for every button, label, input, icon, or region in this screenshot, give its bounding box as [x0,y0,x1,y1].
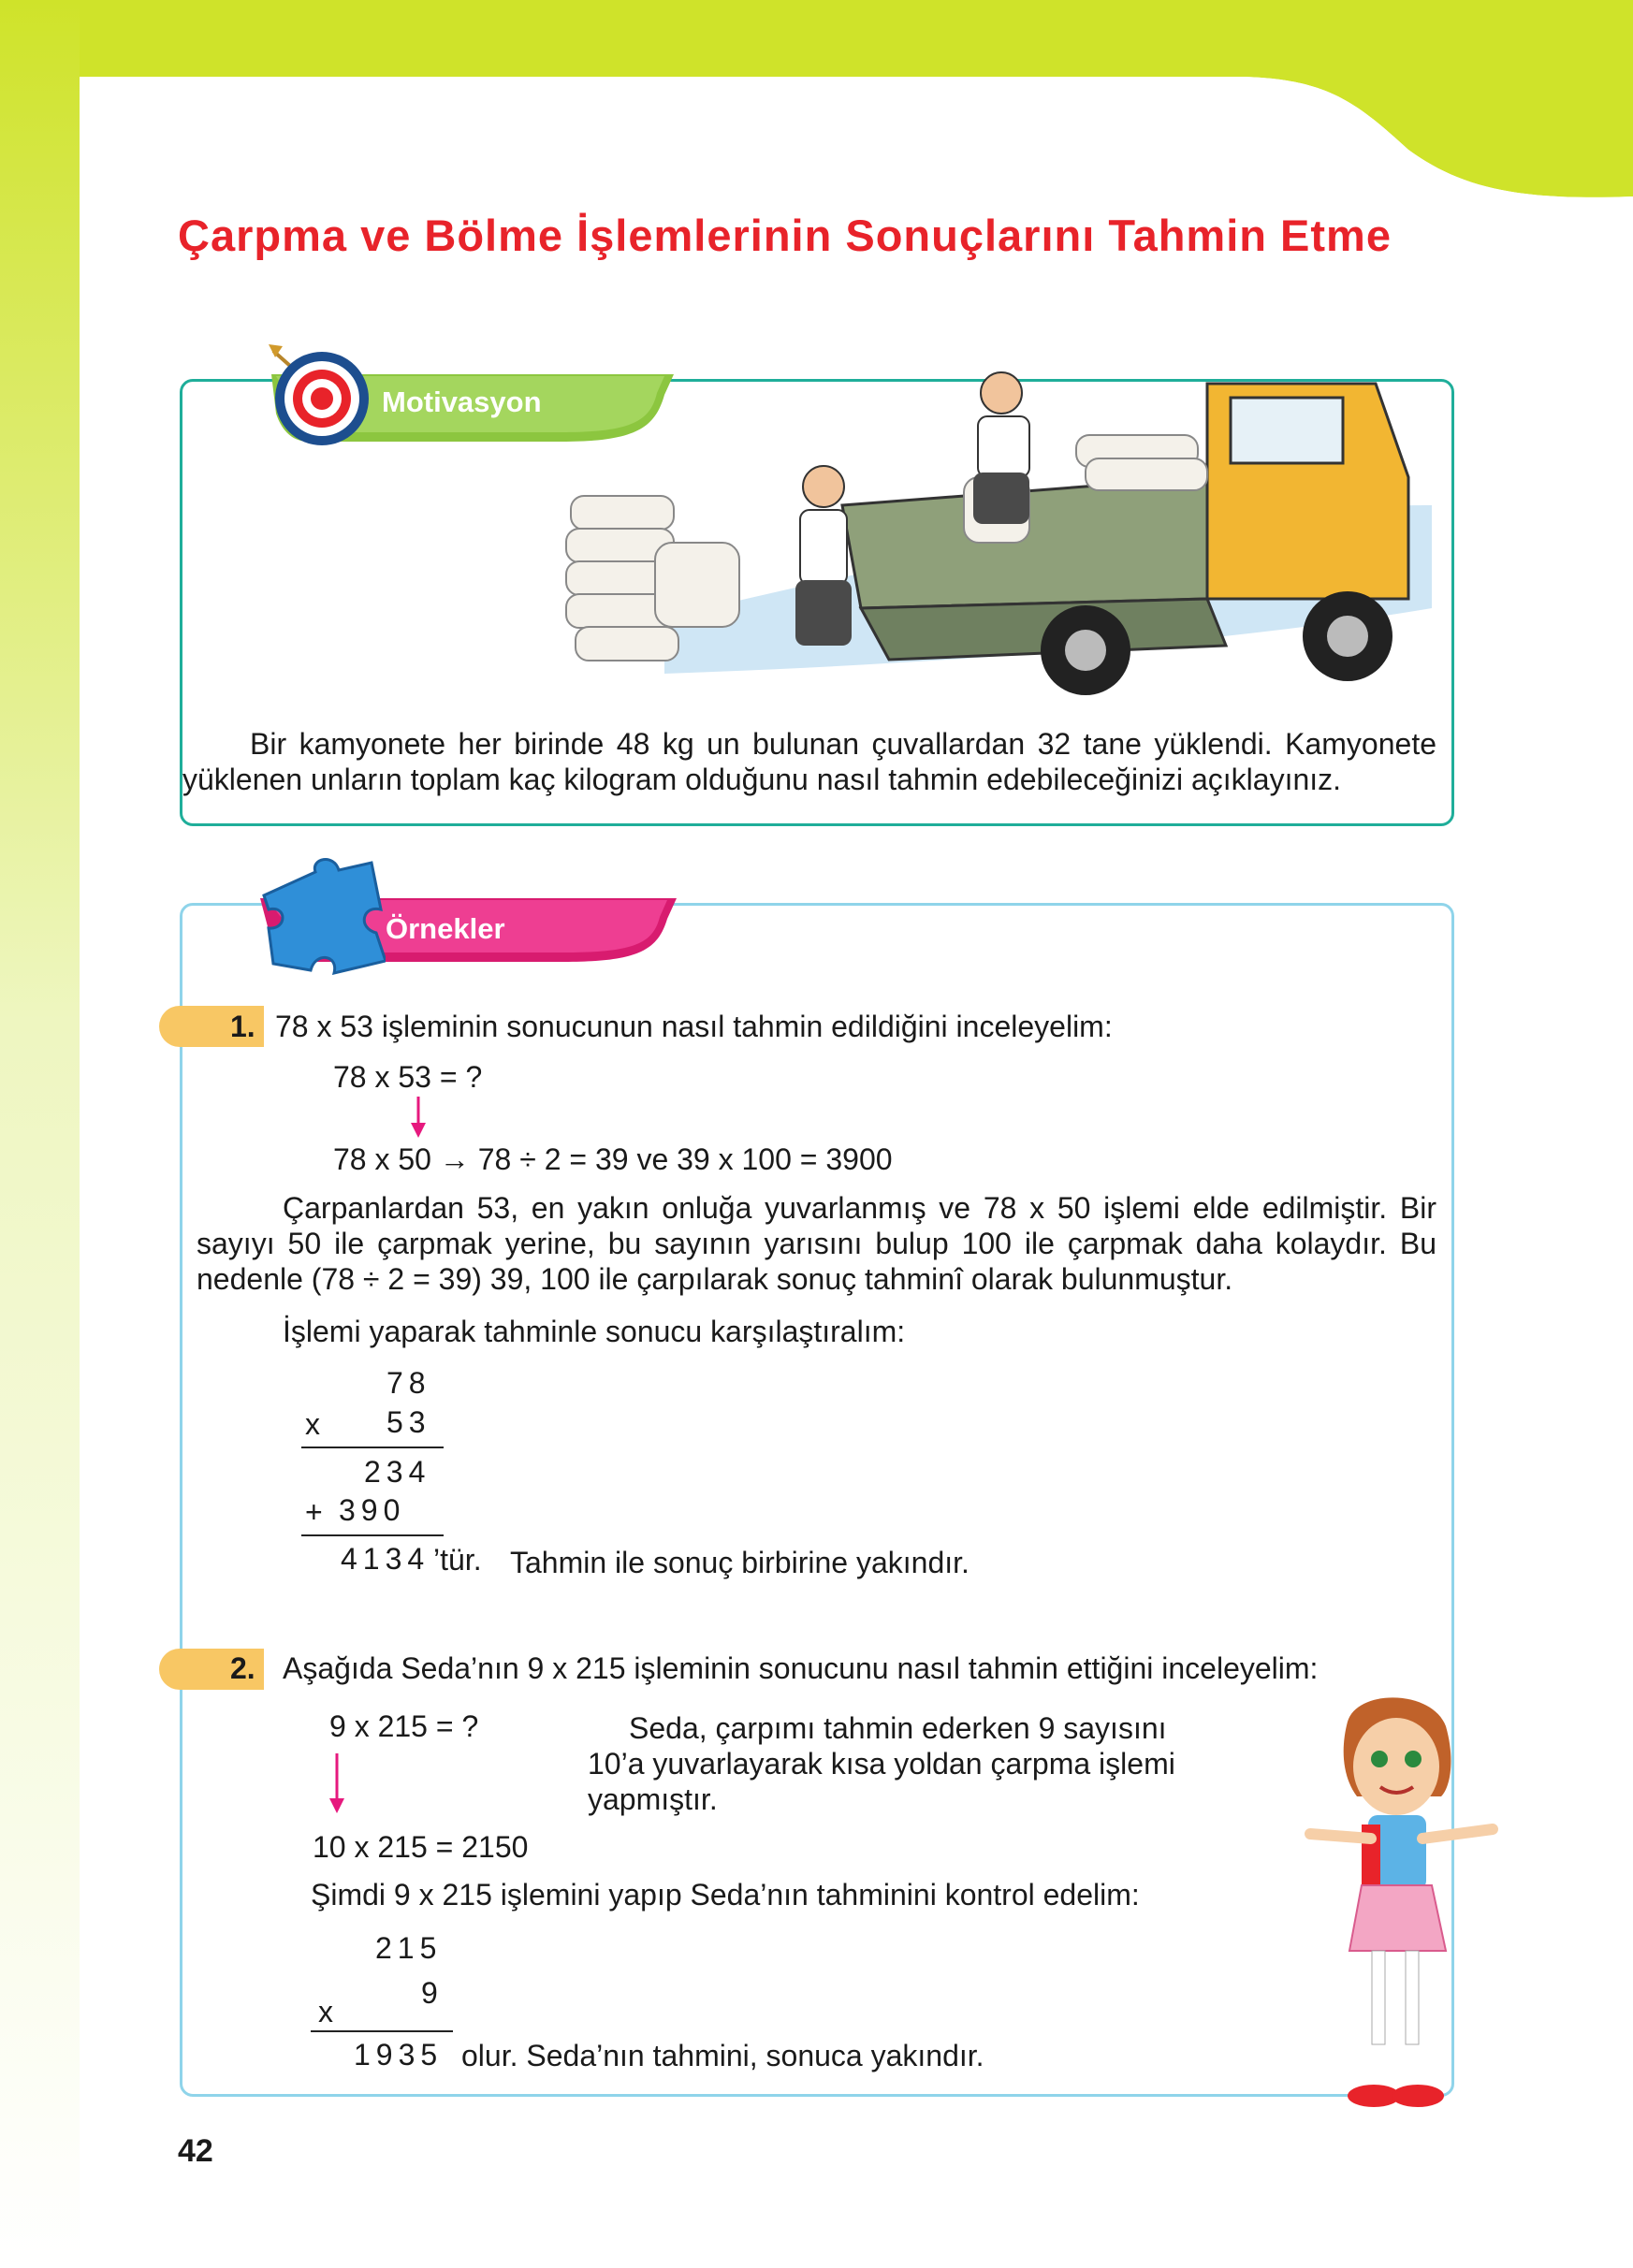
motivation-label: Motivasyon [382,385,542,418]
calc-2-result: 1935 [354,2038,444,2072]
example-2-number: 2. [230,1651,255,1685]
calc-1-suffix: ’tür. [433,1543,482,1577]
calc-1-operator: x [305,1407,326,1441]
example-1-paragraph: Çarpanlardan 53, en yakın onluğa yuvarlanmış ve 78 x 50 işlemi elde edilmiştir. Bir sayıyı 50 ile çarpmak yerine, bu sayının yarısını bulup 100 ile çarpmak daha kolaydır. Bu nedenle (78 ÷ 2 = 39) 39, 100 ile çarpılarak sonuç tahminî olarak bulunmuştur. [197,1191,1436,1296]
page-title: Çarpma ve Bölme İşlemlerinin Sonuçlarını Tahmin Etme [178,211,1392,260]
calc-2-comment: olur. Seda’nın tahmini, sonuca yakındır. [461,2039,984,2072]
example-2-intro: Aşağıda Seda’nın 9 x 215 işleminin sonucunu nasıl tahmin ettiğini inceleyelim: [283,1651,1319,1685]
example-1-compare: İşlemi yaparak tahminle sonucu karşılaştıralım: [283,1315,906,1348]
girl-illustration [1282,1684,1507,2115]
calc-2-multiplier: 9 [421,1976,444,2010]
calc-1-partial-1: 234 [364,1455,431,1489]
example-2-line2: 10 x 215 = 2150 [313,1830,529,1864]
calc-2-rule [311,2030,453,2032]
example-1-number: 1. [230,1010,255,1043]
example-1-line1: 78 x 53 = ? [333,1060,483,1094]
calc-2-multiplicand: 215 [375,1931,443,1965]
example-2-line1: 9 x 215 = ? [329,1709,479,1743]
calc-1-result: 4134 [341,1542,430,1576]
puzzle-icon [245,853,386,975]
calc-1-multiplicand: 78 [386,1366,431,1400]
page-number: 42 [178,2133,213,2169]
calc-1-plus: + [305,1495,328,1529]
example-2-explanation: Seda, çarpımı tahmin ederken 9 sayısını 10’a yuvarlayarak kısa yoldan çarpma işlemi yapmıştır. [588,1711,1175,1816]
example-1-line2: 78 x 50 → 78 ÷ 2 = 39 ve 39 x 100 = 3900 [333,1142,893,1176]
calc-1-rule-2 [301,1534,444,1536]
calc-2-operator: x [318,1995,339,2028]
calc-1-rule-1 [301,1447,444,1448]
target-icon [264,337,372,458]
motivation-text: Bir kamyonete her birinde 48 kg un bulunan çuvallardan 32 tane yüklendi. Kamyonete yüklenen unların toplam kaç kilogram olduğunu nasıl tahmin edebileceğinizi açıklayınız. [182,727,1436,796]
truck-illustration [552,365,1441,711]
calc-1-multiplier: 53 [386,1405,431,1439]
down-arrow-icon [409,1095,428,1140]
calc-1-partial-2: 390 [339,1493,406,1527]
down-arrow-icon [328,1752,346,1817]
examples-label: Örnekler [386,912,505,945]
example-2-check: Şimdi 9 x 215 işlemini yapıp Seda’nın tahminini kontrol edelim: [311,1878,1140,1912]
example-1-intro: 78 x 53 işleminin sonucunun nasıl tahmin edildiğini inceleyelim: [275,1010,1113,1043]
calc-1-comment: Tahmin ile sonuç birbirine yakındır. [510,1546,970,1579]
